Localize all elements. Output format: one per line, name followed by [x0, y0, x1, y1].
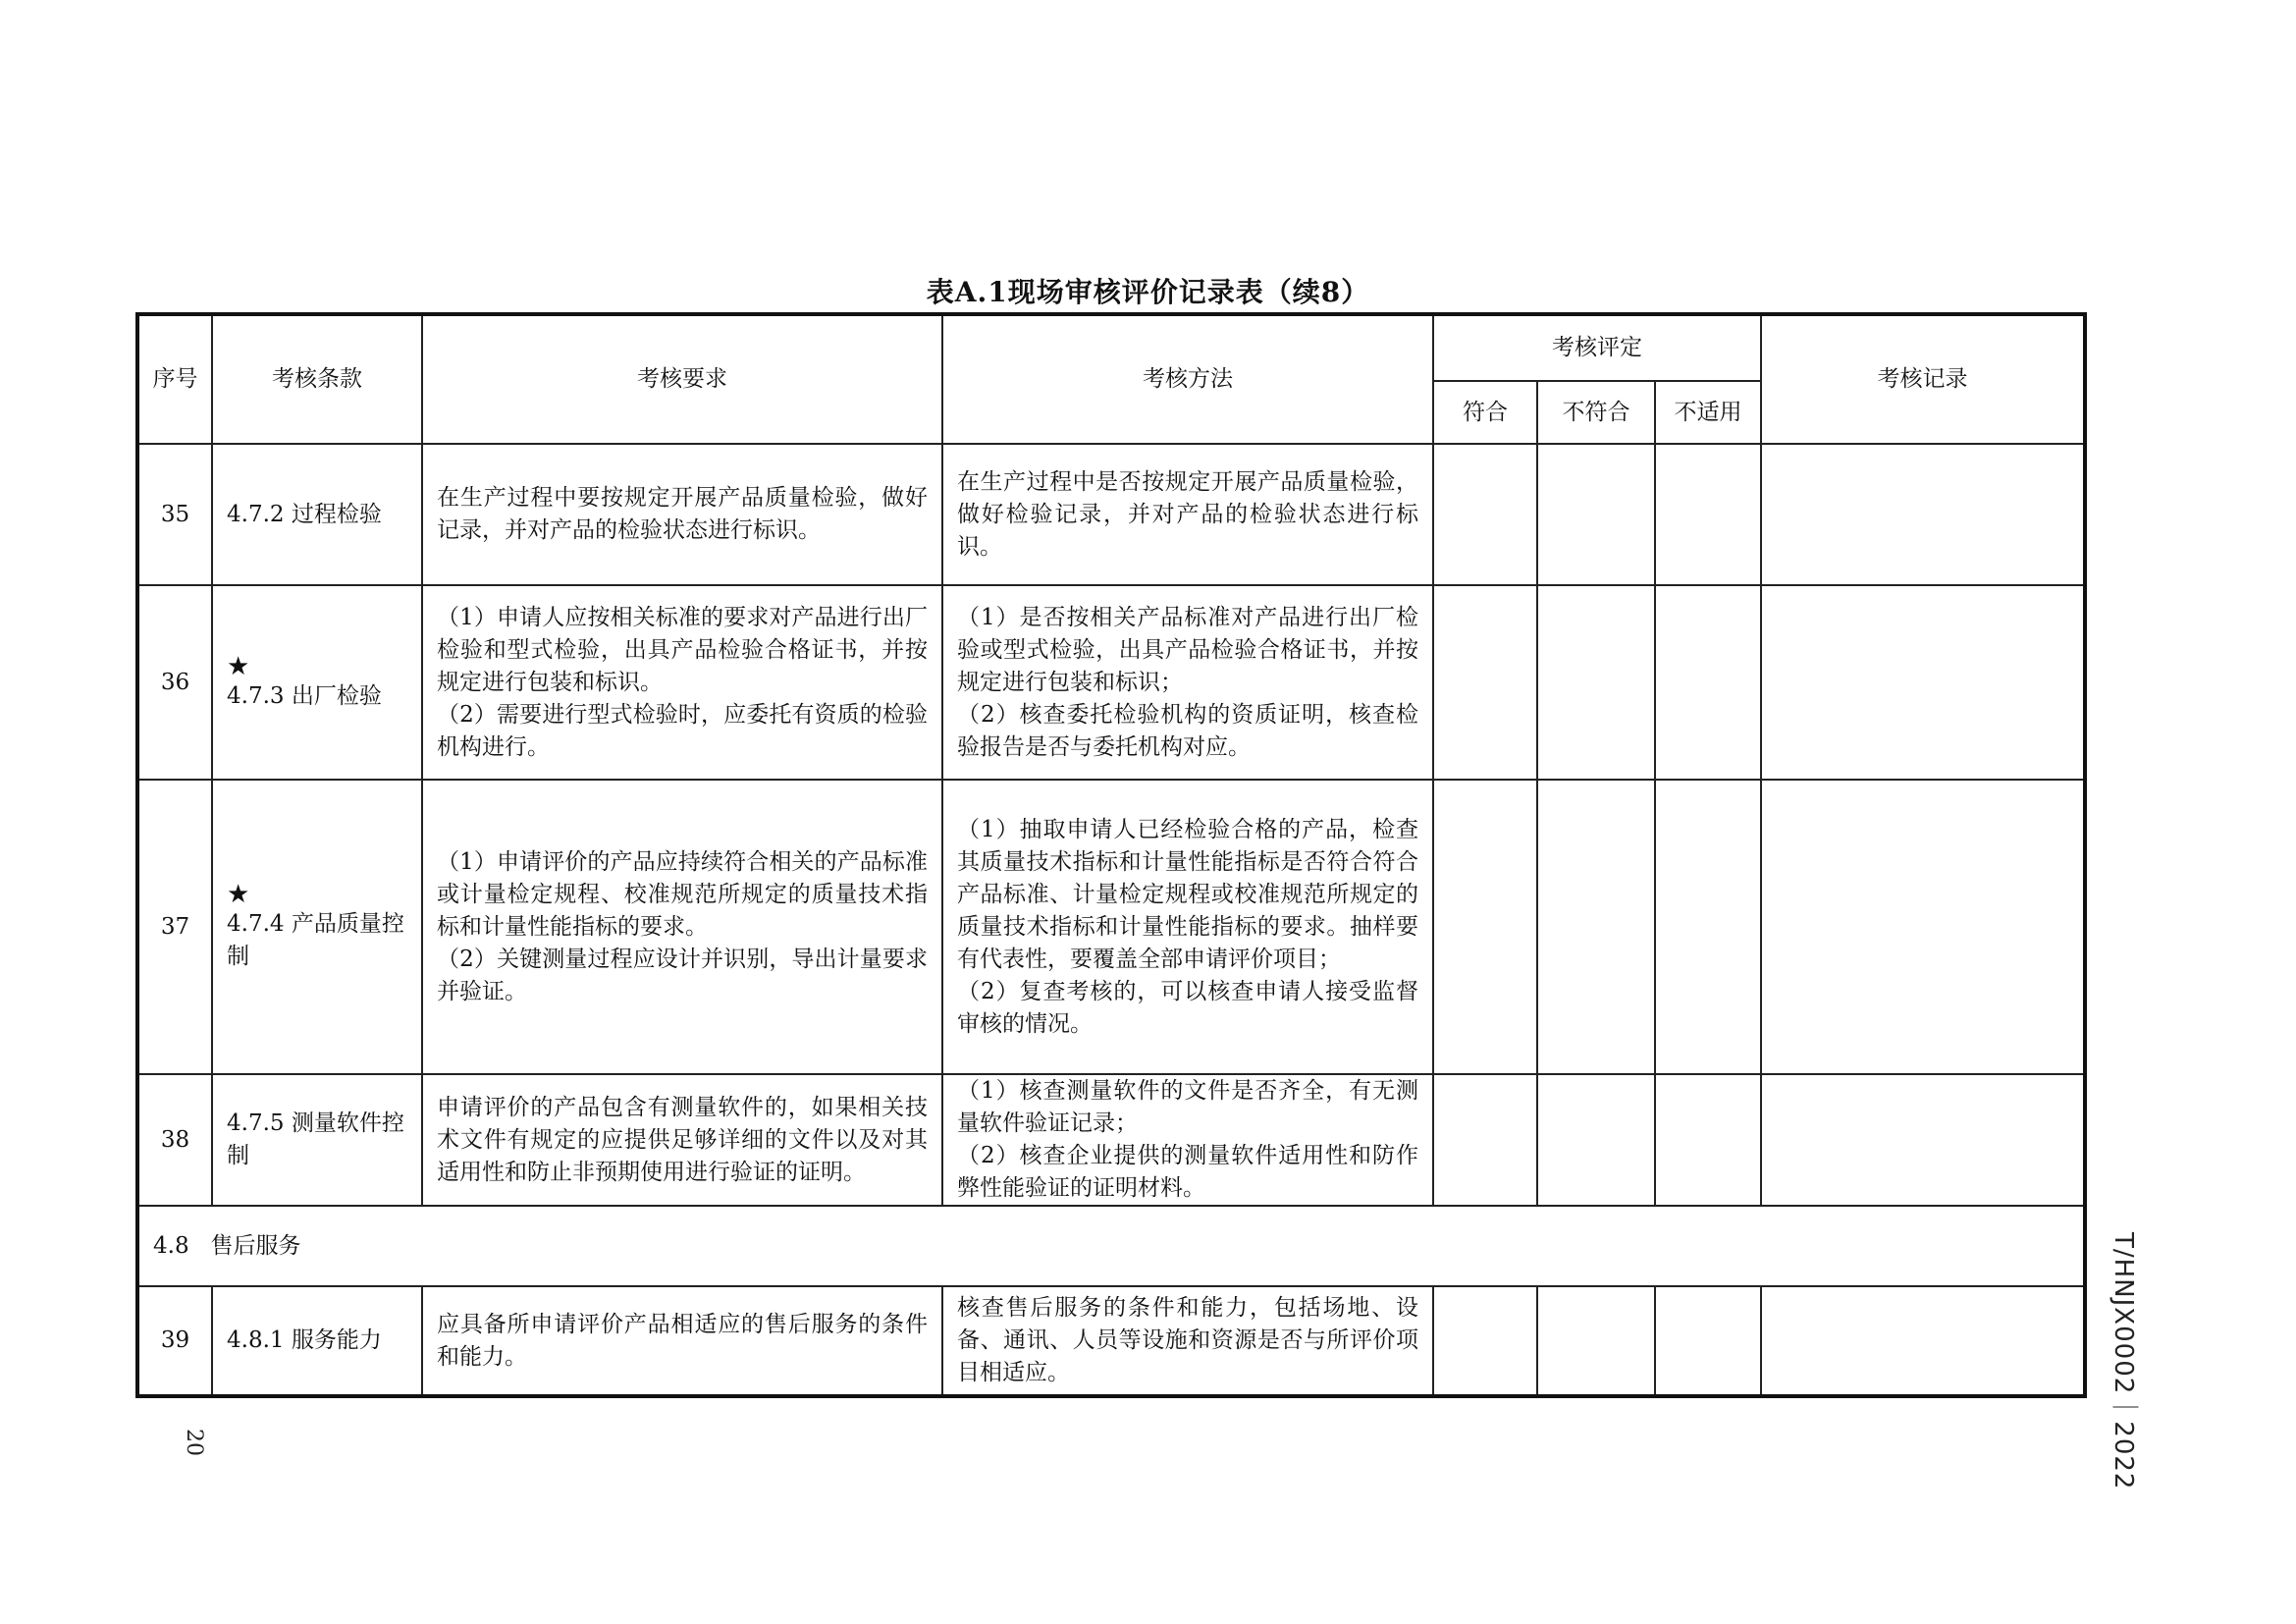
row-seq: 36 — [137, 585, 212, 780]
conform-cell[interactable] — [1433, 1074, 1537, 1206]
row-requirement — [422, 585, 942, 780]
header-nonconform: 不符合 — [1537, 381, 1655, 444]
method-line: （1）是否按相关产品标准对产品进行出厂检验或型式检验，出具产品检验合格证书，并按规定进行包装和标识； — [957, 604, 1418, 695]
nonconform-cell[interactable] — [1537, 444, 1655, 585]
header-clause: 考核条款 — [212, 314, 422, 444]
requirement-line: （2）需要进行型式检验时，应委托有资质的检验机构进行。 — [437, 701, 928, 760]
section-title: 售后服务 — [210, 1232, 301, 1259]
record-cell[interactable] — [1761, 444, 2085, 585]
nonconform-cell[interactable] — [1537, 780, 1655, 1074]
key-item-star-icon: ★ — [227, 880, 250, 909]
na-cell[interactable] — [1655, 780, 1761, 1074]
row-clause — [212, 780, 422, 1074]
table-title: 表A.1现场审核评价记录表（续8） — [926, 276, 1370, 308]
row-clause-text: 4.8.1 服务能力 — [227, 1327, 382, 1353]
requirement-line: 在生产过程中要按规定开展产品质量检验，做好记录，并对产品的检验状态进行标识。 — [437, 485, 928, 543]
page-number: 20 — [182, 1429, 206, 1456]
section-row — [137, 1206, 2085, 1286]
row-clause — [212, 444, 422, 585]
method-line: （2）核查委托检验机构的资质证明，核查检验报告是否与委托机构对应。 — [957, 701, 1418, 760]
row-seq: 37 — [137, 780, 212, 1074]
section-number: 4.8 — [153, 1232, 189, 1259]
row-seq: 35 — [137, 444, 212, 585]
row-method — [942, 1074, 1433, 1206]
row-seq: 39 — [137, 1286, 212, 1396]
key-item-star-icon: ★ — [227, 651, 250, 681]
row-clause — [212, 1286, 422, 1396]
method-line: （2）复查考核的，可以核查申请人接受监督审核的情况。 — [957, 978, 1418, 1037]
header-requirement: 考核要求 — [422, 314, 942, 444]
conform-cell[interactable] — [1433, 585, 1537, 780]
nonconform-cell[interactable] — [1537, 585, 1655, 780]
record-cell[interactable] — [1761, 585, 2085, 780]
requirement-line: （1）申请人应按相关标准的要求对产品进行出厂检验和型式检验，出具产品检验合格证书，并按规定进行包装和标识。 — [437, 604, 928, 695]
row-method — [942, 780, 1433, 1074]
requirement-line: （2）关键测量过程应设计并识别，导出计量要求并验证。 — [437, 946, 928, 1004]
requirement-line: 应具备所申请评价产品相适应的售后服务的条件和能力。 — [437, 1311, 928, 1370]
header-evaluation: 考核评定 — [1433, 314, 1761, 381]
row-clause — [212, 585, 422, 780]
na-cell[interactable] — [1655, 1286, 1761, 1396]
row-requirement — [422, 444, 942, 585]
table-row — [137, 780, 2085, 1074]
row-clause-text: 4.7.4 产品质量控制 — [227, 911, 404, 969]
record-cell[interactable] — [1761, 1286, 2085, 1396]
row-requirement — [422, 780, 942, 1074]
table-row — [137, 585, 2085, 780]
requirement-line: 申请评价的产品包含有测量软件的，如果相关技术文件有规定的应提供足够详细的文件以及对其适用性和防止非预期使用进行验证的证明。 — [437, 1094, 928, 1185]
row-clause-text: 4.7.3 出厂检验 — [227, 682, 382, 709]
method-line: 在生产过程中是否按规定开展产品质量检验，做好检验记录，并对产品的检验状态进行标识。 — [957, 468, 1418, 560]
conform-cell[interactable] — [1433, 780, 1537, 1074]
requirement-line: （1）申请评价的产品应持续符合相关的产品标准或计量检定规程、校准规范所规定的质量技术指标和计量性能指标的要求。 — [437, 848, 928, 940]
header-method: 考核方法 — [942, 314, 1433, 444]
table-row — [137, 1074, 2085, 1206]
method-line: （2）核查企业提供的测量软件适用性和防作弊性能验证的证明材料。 — [957, 1143, 1418, 1201]
table-row — [137, 444, 2085, 585]
na-cell[interactable] — [1655, 1074, 1761, 1206]
header-seq: 序号 — [137, 314, 212, 444]
header-record: 考核记录 — [1761, 314, 2085, 444]
nonconform-cell[interactable] — [1537, 1286, 1655, 1396]
conform-cell[interactable] — [1433, 444, 1537, 585]
row-requirement — [422, 1286, 942, 1396]
conform-cell[interactable] — [1433, 1286, 1537, 1396]
header-na: 不适用 — [1655, 381, 1761, 444]
row-requirement — [422, 1074, 942, 1206]
row-clause-text: 4.7.2 过程检验 — [227, 501, 382, 527]
row-method — [942, 585, 1433, 780]
record-cell[interactable] — [1761, 1074, 2085, 1206]
evaluation-table — [135, 312, 2087, 1398]
method-line: 核查售后服务的条件和能力，包括场地、设备、通讯、人员等设施和资源是否与所评价项目相适应。 — [957, 1295, 1418, 1385]
row-seq: 38 — [137, 1074, 212, 1206]
na-cell[interactable] — [1655, 444, 1761, 585]
table-row — [137, 1286, 2085, 1396]
record-cell[interactable] — [1761, 780, 2085, 1074]
standard-code: T/HNJX0002｜2022 — [2109, 1232, 2138, 1490]
row-clause — [212, 1074, 422, 1206]
method-line: （1）抽取申请人已经检验合格的产品，检查其质量技术指标和计量性能指标是否符合符合产品标准、计量检定规程或校准规范所规定的质量技术指标和计量性能指标的要求。抽样要有代表性，要覆盖全部申请评价项目； — [957, 816, 1418, 972]
row-method — [942, 444, 1433, 585]
section-heading — [137, 1206, 2085, 1286]
header-conform: 符合 — [1433, 381, 1537, 444]
nonconform-cell[interactable] — [1537, 1074, 1655, 1206]
row-method — [942, 1286, 1433, 1396]
row-clause-text: 4.7.5 测量软件控制 — [227, 1110, 404, 1168]
method-line: （1）核查测量软件的文件是否齐全，有无测量软件验证记录； — [957, 1078, 1418, 1136]
na-cell[interactable] — [1655, 585, 1761, 780]
